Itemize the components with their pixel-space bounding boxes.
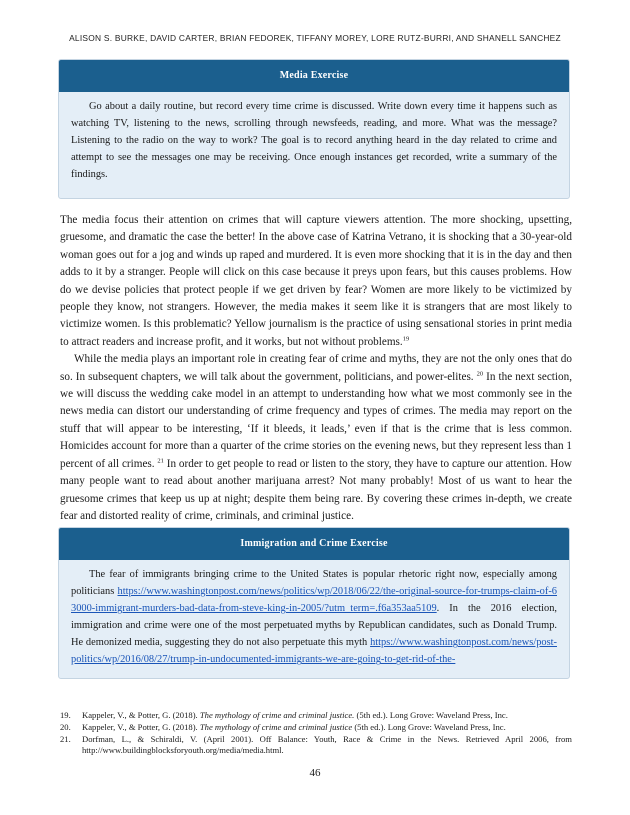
- footnote-book-title: The mythology of crime and criminal justice: [199, 721, 353, 732]
- footnote-21: [60, 734, 572, 758]
- footnotes: [60, 710, 572, 757]
- immigration-exercise-box: [58, 527, 570, 679]
- page-number: 46: [309, 767, 321, 779]
- washington-post-link-1[interactable]: https://www.washingtonpost.com/news/politics/wp/2018/06/22/the-original-source-for-trumps-claim-of-63000-immigrant-murders-bad-data-from-steve-king-in-2005/?utm_term=.f6a353aa5109: [71, 586, 557, 615]
- immigration-text-b: . In the 2016 election, immigration and crime were one of the most perpetuated myths by Republican candidates, such as Donald Trump. He demonized media, suggesting they do not also perpetuate this myth: [71, 603, 557, 649]
- footnote-number: 21.: [60, 733, 71, 744]
- footnote-publisher: (5th ed.). Long Grove: Waveland Press, Inc.: [356, 710, 508, 720]
- media-exercise-title: Media Exercise: [59, 60, 569, 92]
- footnote-ref-21[interactable]: 21: [157, 456, 164, 464]
- footnote-number: 20.: [60, 721, 71, 732]
- immigration-exercise-text: [59, 560, 569, 669]
- immigration-text-a: The fear of immigrants bringing crime to the United States is popular rhetoric right now, especially among politicians: [71, 569, 557, 598]
- paragraph-1-text: The media focus their attention on crimes that will capture viewers attention. The more shocking, upsetting, gruesome, and dramatic the case the better! In the above case of Katrina Vetrano, it is shocking that a 30-year-old woman goes out for a jog and winds up raped and murdered. It is even more shocking that it is in the day and then adds to it by a stranger. People will click on this case because it preys upon fears, but this causes problems. How do we devise policies that protect people if we get driven by fear? Women are more likely to be victimized by people they know, not strangers. However, the media makes it seem like it is strangers that are most likely to victimize women. Is this problematic? Yellow journalism is the practice of using sensational stories in print media to attract readers and increase profit, and it works, but not without problems.: [60, 214, 572, 348]
- footnote-ref-20[interactable]: 20: [476, 369, 484, 377]
- media-exercise-box: [58, 59, 570, 199]
- running-head: ALISON S. BURKE, DAVID CARTER, BRIAN FEDOREK, TIFFANY MOREY, LORE RUTZ-BURRI, AND SHANELL SANCHEZ: [69, 33, 561, 43]
- media-exercise-text: Go about a daily routine, but record every time crime is discussed. Write down every time it happens such as watching TV, listening to the news, scrolling through newsfeeds, reading, and more. What was the message? Listening to the radio on the way to work? The goal is to record anything heard in the day related to crime and attempt to see the messages one may be receiving. Once enough instances get recorded, write a summary of the findings.: [71, 101, 557, 181]
- footnote-ref-19[interactable]: 19: [402, 335, 410, 343]
- washington-post-link-2[interactable]: https://www.washingtonpost.com/news/post-politics/wp/2016/08/27/trump-in-undocumented-immigrants-we-are-going-to-get-rid-of-the-: [71, 637, 557, 666]
- immigration-exercise-title: Immigration and Crime Exercise: [59, 528, 569, 560]
- footnote-publisher: (5th ed.). Long Grove: Waveland Press, Inc.: [354, 721, 506, 732]
- footnote-citation: Kappeler, V., & Potter, G. (2018).: [82, 721, 198, 732]
- body-text: [60, 212, 572, 525]
- footnote-citation: Kappeler, V., & Potter, G. (2018).: [82, 710, 198, 720]
- paragraph-2-text-a: While the media plays an important role in creating fear of crime and myths, they are not the only ones that do so. In subsequent chapters, we will talk about the government, politicians, and power-elites.: [60, 353, 572, 383]
- paragraph-2: [60, 351, 572, 525]
- paragraph-1: [60, 212, 572, 351]
- footnote-20: [60, 722, 572, 734]
- paragraph-2-text-b: In the next section, we will discuss the wedding cake model in an attempt to understanding how what we most commonly see in the news media can distort our understanding of crime frequency and types of crimes. The media may report on the stuff that will appear to be interesting, ‘If it bleeds, it leads,’ even if that is the crime that is less common. Homicides account for more than a quarter of the crime stories on the evening news, but they represent less than 1 percent of all crimes.: [60, 370, 572, 470]
- footnote-book-title: The mythology of crime and criminal justice.: [199, 710, 355, 720]
- footnote-19: [60, 710, 572, 722]
- footnote-number: 19.: [60, 710, 71, 720]
- footnote-citation: Dorfman, L., & Schiraldi, V. (April 2001). Off Balance: Youth, Race & Crime in the News. Retrieved April 2006, from http://www.buildingblocksforyouth.org/media/media.html.: [82, 733, 572, 756]
- paragraph-2-text-c: In order to get people to read or listen to the story, they have to capture our attention. How many people want to read about another marijuana arrest? Not many probably! Most of us want to hear the gruesome crimes that keep us up at night; despite them being rare. By covering these crimes in-depth, we create fear and distorted reality of crime, criminals, and criminal justice.: [60, 457, 572, 522]
